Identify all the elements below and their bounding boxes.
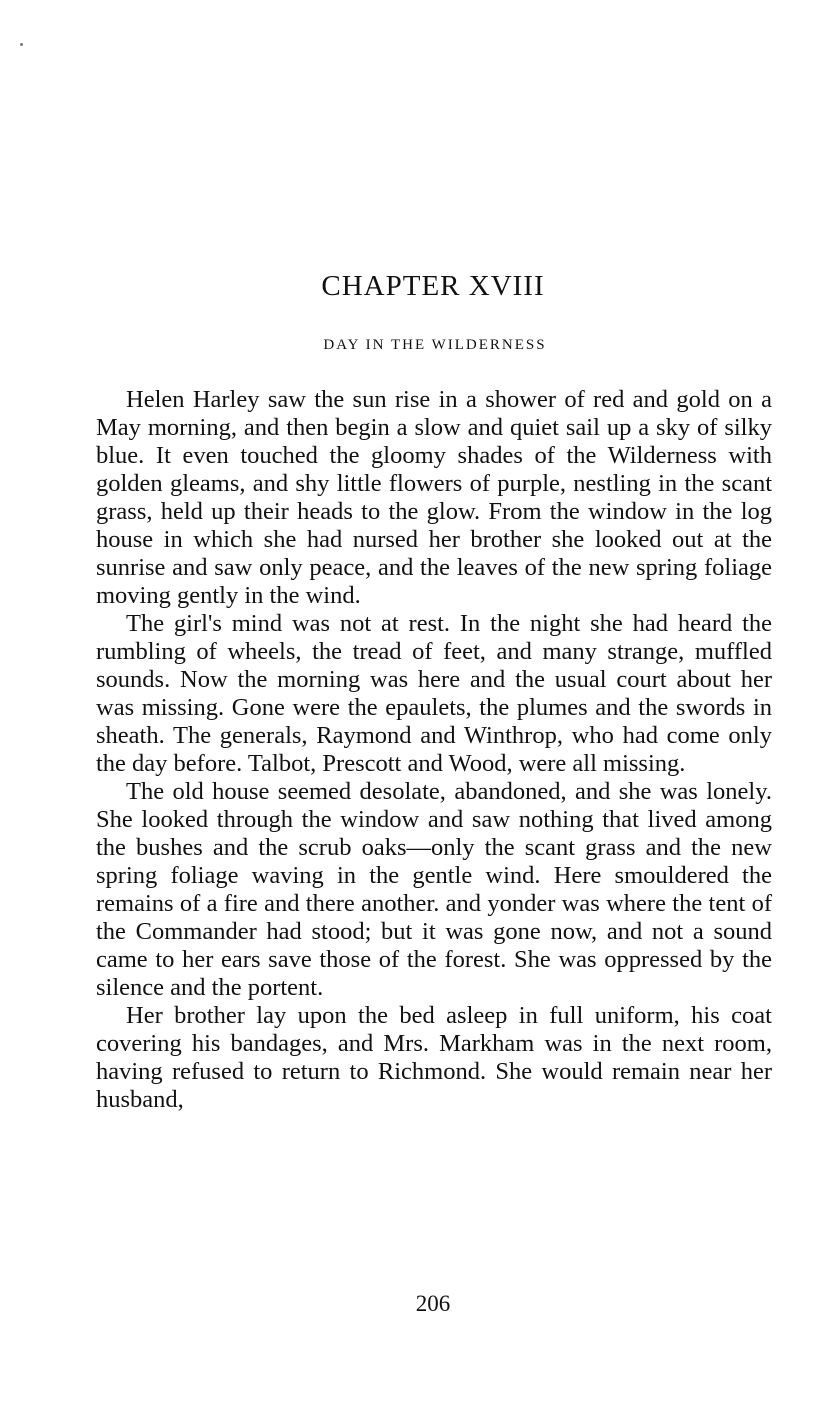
paragraph: The old house seemed desolate, abandoned, and she was lonely. She looked through the window and saw nothing that lived among the bushes and the scrub oaks—only the scant grass and the new spring foliage waving in the gentle wind. Here smouldered the remains of a fire and there another. and yonder was where the tent of the Commander had stood; but it was gone now, and not a sound came to her ears save those of the forest. She was oppressed by the silence and the portent.: [96, 778, 772, 1001]
chapter-subtitle: DAY IN THE WILDERNESS: [323, 337, 547, 353]
chapter-title: CHAPTER XVIII: [321, 270, 545, 302]
print-speck: [20, 43, 23, 46]
paragraph: Helen Harley saw the sun rise in a shower of red and gold on a May morning, and then begin a slow and quiet sail up a sky of silky blue. It even touched the gloomy shades of the Wilderness with golden gleams, and shy little flowers of purple, nestling in the scant grass, held up their heads to the glow. From the window in the log house in which she had nursed her brother she looked out at the sunrise and saw only peace, and the leaves of the new spring foliage moving gently in the wind.: [96, 386, 772, 609]
paragraph: The girl's mind was not at rest. In the night she had heard the rumbling of wheels, the tread of feet, and many strange, muffled sounds. Now the morning was here and the usual court about her was missing. Gone were the epaulets, the plumes and the swords in sheath. The generals, Raymond and Winthrop, who had come only the day before. Talbot, Prescott and Wood, were all missing.: [96, 610, 772, 777]
paragraph: Her brother lay upon the bed asleep in full uniform, his coat covering his bandages, and Mrs. Markham was in the next room, having refused to return to Richmond. She would remain near her husband,: [96, 1002, 772, 1113]
page-number: 206: [415, 1291, 451, 1316]
body-text: [96, 386, 772, 1114]
